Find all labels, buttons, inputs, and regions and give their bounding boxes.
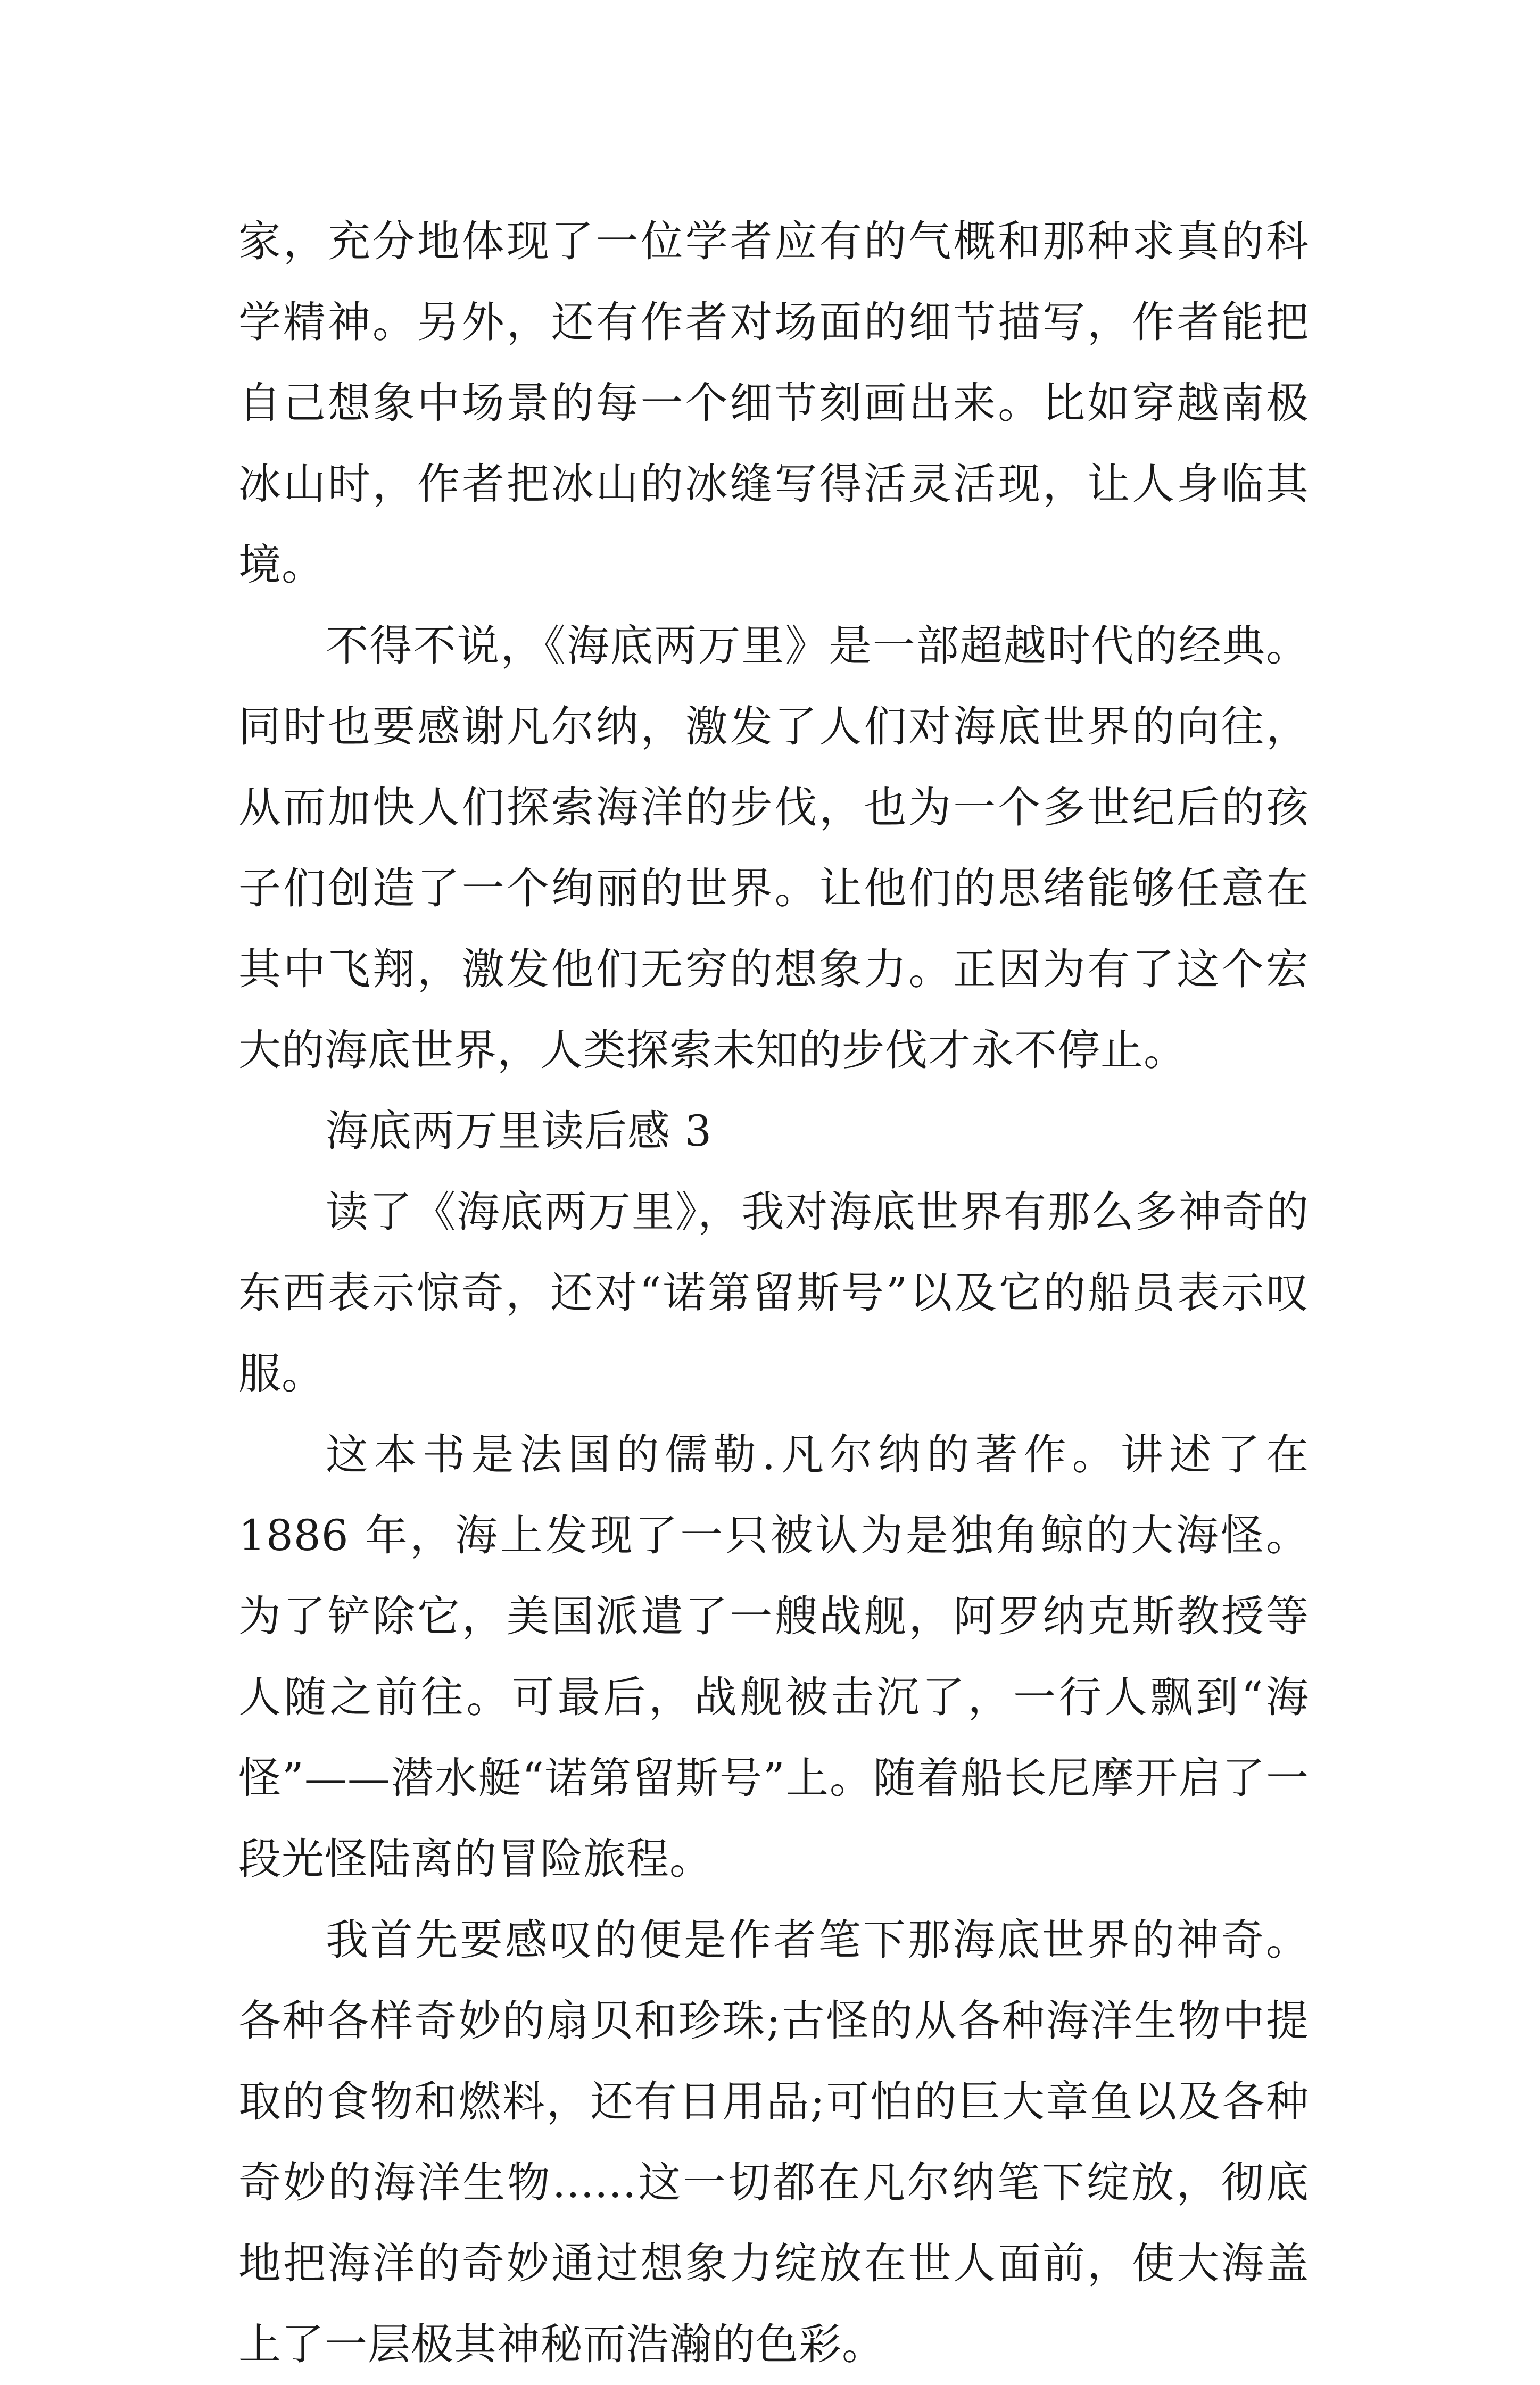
paragraph-5: 我首先要感叹的便是作者笔下那海底世界的神奇。各种各样奇妙的扇贝和珍珠;古怪的从各种海洋生物中提取的食物和燃料，还有日用品;可怕的巨大章鱼以及各种奇妙的海洋生物......这一切都在凡尔纳笔下绽放，彻底地把海洋的奇妙通过想象力绽放在世人面前，使大海盖上了一层极其神秘而浩瀚的色彩。 [238, 1915, 1309, 2369]
document-body [238, 201, 1309, 2385]
paragraph-4: 这本书是法国的儒勒.凡尔纳的著作。讲述了在 1886 年，海上发现了一只被认为是独角鲸的大海怪。为了铲除它，美国派遣了一艘战舰，阿罗纳克斯教授等人随之前往。可最后，战舰被击沉了，一行人飘到“海怪”——潜水艇“诺第留斯号”上。随着船长尼摩开启了一段光怪陆离的冒险旅程。 [238, 1430, 1309, 1884]
paragraph-3: 读了《海底两万里》，我对海底世界有那么多神奇的东西表示惊奇，还对“诺第留斯号”以及它的船员表示叹服。 [238, 1187, 1309, 1398]
paragraph-2: 不得不说，《海底两万里》是一部超越时代的经典。同时也要感谢凡尔纳，激发了人们对海底世界的向往，从而加快人们探索海洋的步伐，也为一个多世纪后的孩子们创造了一个绚丽的世界。让他们的思绪能够任意在其中飞翔，激发他们无穷的想象力。正因为有了这个宏大的海底世界，人类探索未知的步伐才永不停止。 [238, 621, 1309, 1075]
section-heading: 海底两万里读后感 3 [326, 1106, 713, 1156]
paragraph-1: 家，充分地体现了一位学者应有的气概和那种求真的科学精神。另外，还有作者对场面的细节描写，作者能把自己想象中场景的每一个细节刻画出来。比如穿越南极冰山时，作者把冰山的冰缝写得活灵活现，让人身临其境。 [238, 217, 1309, 590]
